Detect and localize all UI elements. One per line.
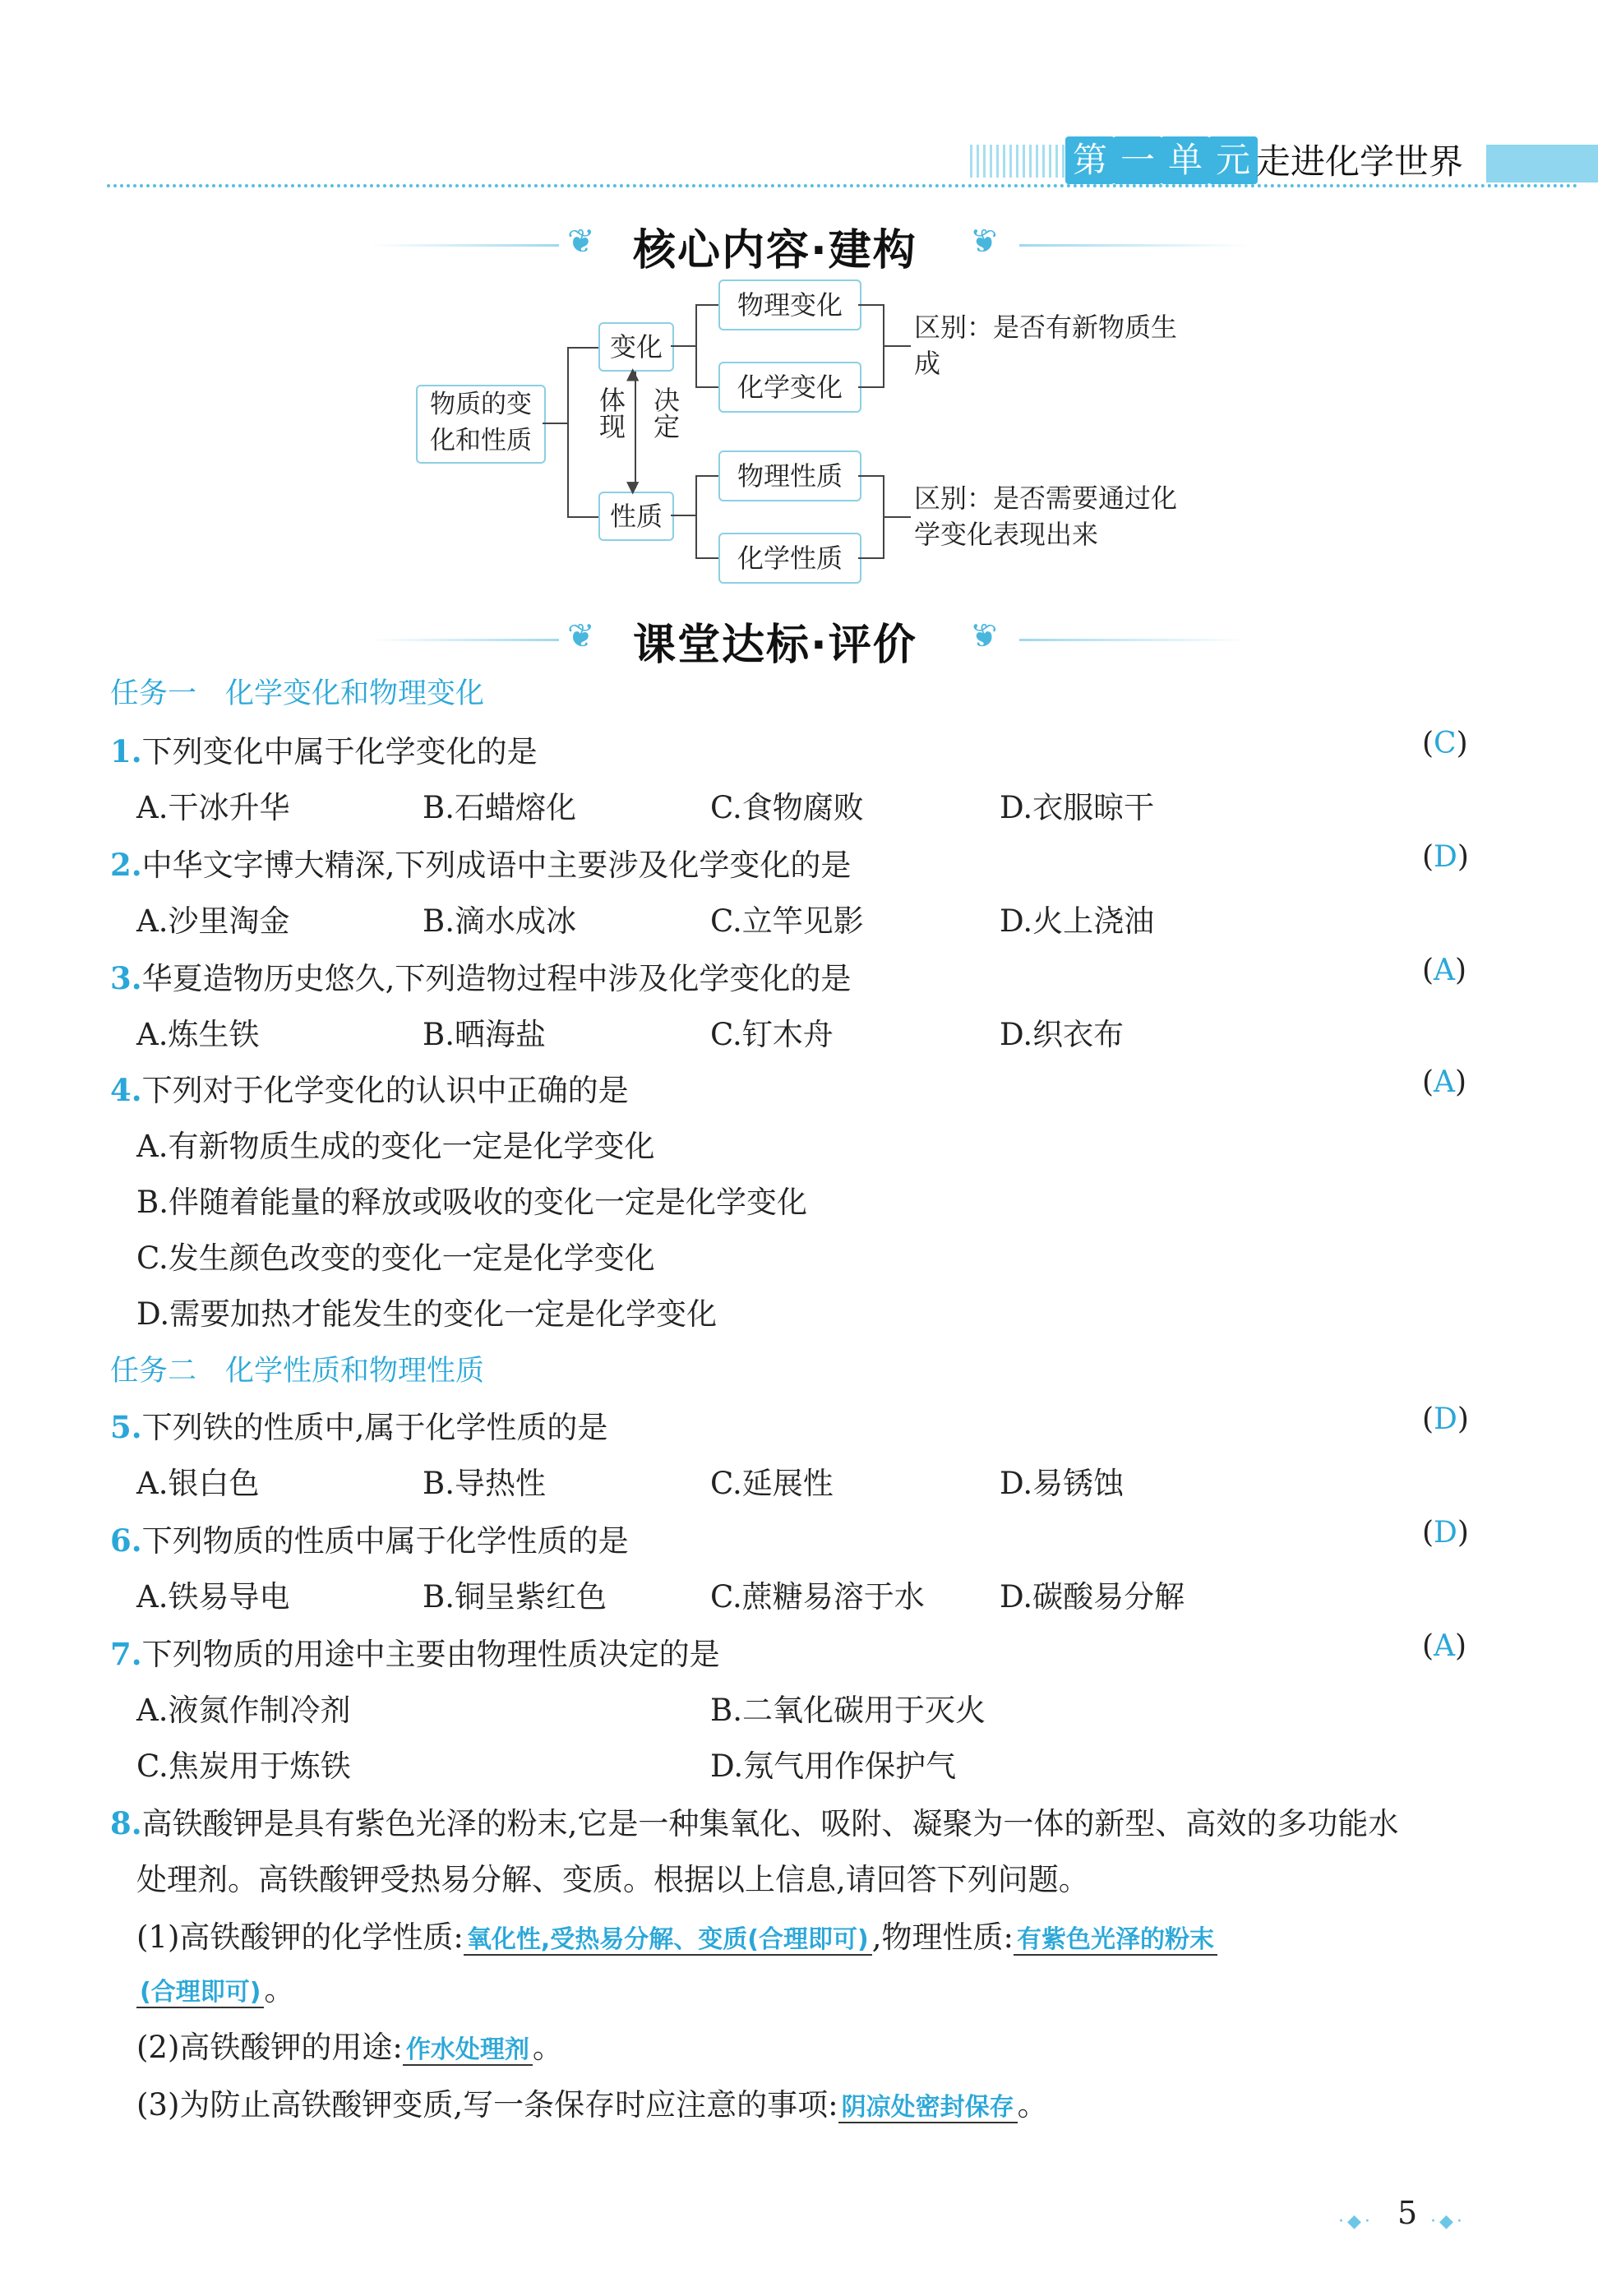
property-difference-note: 区别：是否需要通过化学变化表现出来: [914, 483, 1178, 550]
option: D.织衣布: [1000, 1017, 1125, 1052]
option: C.蔗糖易溶于水: [710, 1579, 925, 1615]
swirl-ornament-icon: ❦: [970, 617, 998, 655]
subquestion-text: ,物理性质:: [871, 1919, 1014, 1955]
subquestion-1: [136, 1912, 1217, 1956]
connector-line: [858, 557, 883, 559]
option: C.延展性: [710, 1466, 834, 1501]
question-stem: [110, 727, 538, 771]
chemical-change-node: [718, 362, 861, 413]
property-node: [598, 492, 674, 541]
question-text: 高铁酸钾是具有紫色光泽的粉末,它是一种集氧化、吸附、凝聚为一体的新型、高效的多功能水: [141, 1806, 1399, 1841]
chemical-property-label: 化学性质: [737, 543, 843, 574]
connector-line: [858, 386, 883, 388]
handwritten-answer: 有紫色光泽的粉末: [1014, 1925, 1217, 1956]
question-stem: [110, 1402, 607, 1447]
question-number: 6.: [110, 1522, 142, 1559]
answer-bracket: (A): [1422, 1629, 1467, 1663]
connector-line: [567, 347, 598, 349]
option: A.液氮作制冷剂: [136, 1693, 351, 1728]
answer-choice: C: [1434, 727, 1457, 760]
answer-choice: A: [1434, 1065, 1456, 1099]
option: B.导热性: [423, 1466, 546, 1501]
header-stripe-decoration: [970, 145, 1065, 178]
change-label: 变化: [609, 331, 663, 363]
connector-line: [671, 345, 695, 347]
answer-bracket: (A): [1422, 1065, 1467, 1099]
subquestion-2: [136, 2022, 563, 2067]
subquestion-text: 。: [264, 1972, 295, 2007]
header-divider: [107, 184, 1578, 187]
subquestion-text: 。: [532, 2030, 563, 2065]
down-arrow-icon: ▼: [626, 477, 640, 497]
task-heading: 任务二 化学性质和物理性质: [110, 1355, 485, 1388]
swirl-ornament-icon: ❦: [567, 223, 595, 261]
arrow-shaft: [635, 372, 636, 488]
connector-line: [695, 557, 718, 559]
answer-bracket: (A): [1422, 954, 1467, 987]
option: D.衣服晾干: [1000, 790, 1155, 825]
option: A.银白色: [136, 1466, 260, 1501]
option: D.需要加热才能发生的变化一定是化学变化: [136, 1296, 718, 1332]
subquestion-3: [136, 2080, 1048, 2124]
connector-line: [858, 475, 883, 477]
option: A.沙里淘金: [136, 903, 290, 939]
option: C.钉木舟: [710, 1017, 834, 1052]
question-number: 3.: [110, 960, 142, 996]
option: B.二氧化碳用于灭火: [710, 1693, 986, 1728]
subquestion-1-continued: [136, 1965, 294, 2009]
question-number: 8.: [110, 1805, 142, 1841]
connector-line: [695, 304, 718, 306]
title-rule-left: [370, 639, 559, 641]
question-text: 下列变化中属于化学变化的是: [141, 734, 538, 769]
answer-choice: D: [1434, 1516, 1457, 1550]
unit-char-box: 元: [1208, 136, 1258, 184]
change-difference-note: 区别：是否有新物质生成: [914, 312, 1178, 379]
answer-bracket: (C): [1422, 727, 1468, 760]
property-label: 性质: [609, 501, 663, 532]
connector-line: [567, 516, 598, 518]
section-title-practice: 课堂达标·评价: [633, 621, 917, 670]
option: D.易锈蚀: [1000, 1466, 1125, 1501]
question-stem: [110, 1629, 720, 1674]
page-dots-left: ·◆·: [1338, 2211, 1374, 2232]
option: C.食物腐败: [710, 790, 864, 825]
question-number: 7.: [110, 1636, 142, 1672]
unit-char-box: 一: [1113, 136, 1162, 184]
title-rule-right: [1019, 244, 1249, 247]
question-number: 2.: [110, 847, 142, 883]
option: A.炼生铁: [136, 1017, 260, 1052]
subquestion-text: 。: [1017, 2087, 1048, 2123]
decide-label: 决定: [649, 386, 681, 439]
subquestion-text: (2)高铁酸钾的用途:: [136, 2030, 403, 2065]
subquestion-text: (3)为防止高铁酸钾变质,写一条保存时应注意的事项:: [136, 2087, 838, 2123]
question-stem: [110, 1065, 629, 1110]
connector-line: [695, 475, 718, 477]
answer-bracket: (D): [1422, 840, 1469, 874]
unit-char-box: 单: [1161, 136, 1210, 184]
handwritten-answer: 氧化性,受热易分解、变质(合理即可): [464, 1925, 872, 1956]
handwritten-answer: 作水处理剂: [403, 2035, 533, 2066]
connector-line: [695, 304, 697, 386]
question-text: 下列物质的用途中主要由物理性质决定的是: [141, 1637, 720, 1672]
option: A.铁易导电: [136, 1579, 290, 1615]
question-text: 下列对于化学变化的认识中正确的是: [141, 1073, 629, 1108]
unit-title: 走进化学世界: [1256, 141, 1464, 182]
handwritten-answer: (合理即可): [136, 1978, 264, 2008]
connector-line: [695, 386, 718, 388]
question-stem: [110, 954, 851, 998]
connector-line: [858, 304, 883, 306]
physical-change-label: 物理变化: [737, 289, 843, 321]
task-heading: 任务一 化学变化和物理变化: [110, 677, 485, 710]
option: A.干冰升华: [136, 790, 290, 825]
physical-property-label: 物理性质: [737, 460, 843, 492]
connector-line: [695, 475, 697, 557]
question-stem: [110, 1799, 1398, 1843]
answer-choice: D: [1434, 1402, 1457, 1436]
option: C.发生颜色改变的变化一定是化学变化: [136, 1240, 655, 1276]
connector-line: [883, 345, 911, 347]
title-rule-right: [1019, 639, 1249, 641]
question-stem: [110, 1516, 629, 1560]
connector-line: [543, 423, 567, 424]
question-number: 5.: [110, 1409, 142, 1445]
subquestion-text: (1)高铁酸钾的化学性质:: [136, 1919, 464, 1955]
answer-bracket: (D): [1422, 1402, 1469, 1436]
physical-property-node: [718, 450, 861, 501]
unit-char-box: 第: [1065, 136, 1115, 184]
page-dots-right: ·◆·: [1430, 2211, 1466, 2232]
concept-root-label: 物质的变化和性质: [430, 390, 532, 455]
question-stem: [110, 840, 851, 885]
handwritten-answer: 阴凉处密封保存: [838, 2093, 1018, 2123]
section-title-core: 核心内容·建构: [633, 226, 917, 275]
option: D.氖气用作保护气: [710, 1749, 957, 1784]
connector-line: [567, 347, 569, 516]
connector-line: [671, 515, 695, 516]
swirl-ornament-icon: ❦: [970, 223, 998, 261]
page-number: 5: [1397, 2195, 1418, 2231]
question-text-continued: 处理剂。高铁酸钾受热易分解、变质。根据以上信息,请回答下列问题。: [136, 1862, 1089, 1897]
question-number: 4.: [110, 1072, 142, 1108]
title-rule-left: [370, 244, 559, 247]
answer-choice: A: [1434, 1629, 1456, 1663]
option: B.铜呈紫红色: [423, 1579, 607, 1615]
question-text: 下列铁的性质中,属于化学性质的是: [141, 1410, 608, 1445]
connector-line: [883, 516, 911, 518]
option: D.碳酸易分解: [1000, 1579, 1185, 1615]
question-number: 1.: [110, 733, 142, 769]
option: D.火上浇油: [1000, 903, 1155, 939]
reflect-label: 体现: [595, 386, 626, 439]
question-text: 中华文字博大精深,下列成语中主要涉及化学变化的是: [141, 848, 852, 883]
chemical-change-label: 化学变化: [737, 372, 843, 403]
option: A.有新物质生成的变化一定是化学变化: [136, 1129, 655, 1164]
header-bar-decoration: [1486, 145, 1598, 182]
physical-change-node: [718, 279, 861, 330]
option: B.晒海盐: [423, 1017, 546, 1052]
option: B.伴随着能量的释放或吸收的变化一定是化学变化: [136, 1185, 807, 1220]
option: C.立竿见影: [710, 903, 864, 939]
answer-choice: A: [1434, 954, 1456, 987]
question-text: 华夏造物历史悠久,下列造物过程中涉及化学变化的是: [141, 961, 852, 996]
option: B.滴水成冰: [423, 903, 576, 939]
chemical-property-node: [718, 533, 861, 584]
concept-root-node: [416, 385, 546, 464]
question-text: 下列物质的性质中属于化学性质的是: [141, 1523, 629, 1559]
swirl-ornament-icon: ❦: [567, 617, 595, 655]
up-arrow-icon: ▲: [626, 363, 640, 383]
option: B.石蜡熔化: [423, 790, 576, 825]
option: C.焦炭用于炼铁: [136, 1749, 351, 1784]
answer-choice: D: [1434, 840, 1457, 874]
answer-bracket: (D): [1422, 1516, 1469, 1550]
